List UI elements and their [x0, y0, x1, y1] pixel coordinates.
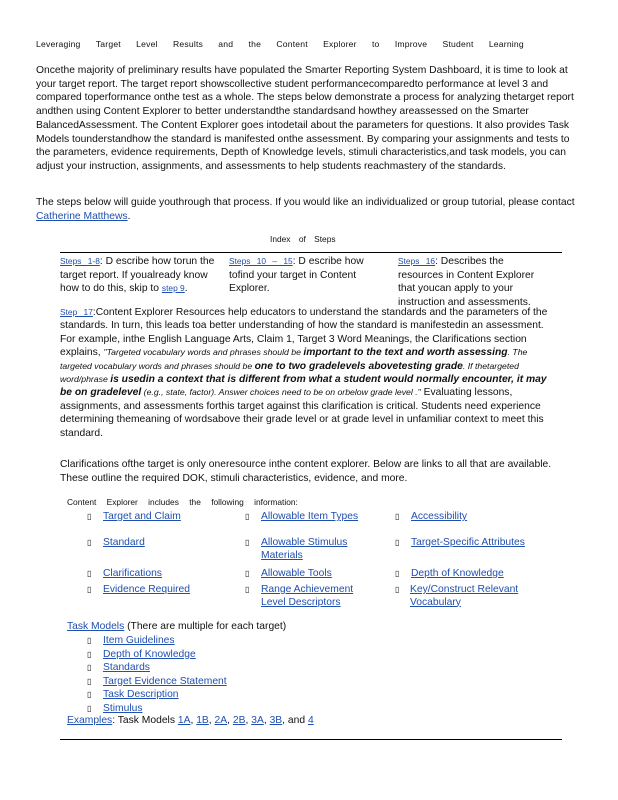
bullet-icon: ▯ — [245, 538, 250, 547]
title-word: Results — [172, 39, 204, 49]
task-model-3b-link[interactable]: 3B — [269, 715, 283, 726]
bullet-icon: ▯ — [395, 569, 400, 578]
guide-text: The steps below will guide youthrough that process. If you would like an individualized or group tutorial, please contact — [36, 197, 575, 208]
steps-16-block — [398, 255, 548, 309]
task-model-4-link[interactable]: 4 — [307, 715, 314, 726]
info-link-range-achievement-level-descriptors[interactable]: Range Achievement Level Descriptors — [261, 584, 354, 608]
info-link-allowable-stimulus-materials[interactable]: Allowable Stimulus Materials — [261, 537, 348, 561]
step-17-quote-a: "Targeted vocabulary words and phrases should be — [103, 347, 304, 358]
bullet-icon: ▯ — [87, 585, 92, 594]
step-17-bold-c: is usedin a context that is different from what a student would normally encounter, it may be on gradelevel — [60, 374, 547, 399]
task-models-note: (There are multiple for each target) — [124, 621, 287, 632]
info-link-row — [245, 584, 385, 609]
steps-10-15-block — [229, 255, 389, 296]
step-17-text-b: Evaluating lessons, assignments, and assessments forthis target against this clarification is critical. Students need experience determining themeaning of wordsabove their grade level or at grade level in unfamiliar context to meet this standard. — [60, 387, 544, 439]
index-heading: Index of Steps — [270, 234, 336, 244]
step-17-link[interactable]: Step 17 — [60, 307, 93, 317]
task-model-3a-link[interactable]: 3A — [251, 715, 264, 726]
task-model-link-depth-of-knowledge[interactable]: Depth of Knowledge — [103, 648, 196, 660]
task-model-item — [87, 675, 307, 689]
task-models-list — [87, 634, 307, 716]
info-link-accessibility[interactable]: Accessibility — [411, 511, 468, 522]
document-title — [36, 39, 524, 49]
bullet-icon: ▯ — [87, 636, 92, 645]
steps-1-8-text: : D escribe how torun the target report. If youalready know how to do this, skip to — [60, 256, 215, 295]
info-link-row — [245, 568, 385, 581]
info-link-row — [87, 511, 227, 524]
bullet-icon: ▯ — [87, 512, 92, 521]
divider-bottom — [60, 739, 562, 740]
info-link-row — [395, 537, 545, 550]
task-model-item — [87, 688, 307, 702]
info-link-row — [245, 511, 385, 524]
info-link-clarifications[interactable]: Clarifications — [103, 568, 162, 579]
title-word: Leveraging — [36, 39, 81, 49]
info-link-row — [395, 511, 545, 524]
info-link-row — [87, 568, 227, 581]
bullet-icon: ▯ — [87, 703, 92, 713]
task-model-item — [87, 634, 307, 648]
title-word: Level — [136, 39, 158, 49]
info-link-target-and-claim[interactable]: Target and Claim — [103, 511, 181, 522]
examples-link[interactable]: Examples — [67, 715, 113, 726]
intro-paragraph: Oncethe majority of preliminary results have populated the Smarter Reporting System Dashboard, it is time to look at your target report. The target report showscollective student performancecomparedto performance at level 3 and compared toperformance onthe test as a whole. The steps below demonstrate a process for analyzing thetarget report andthen using Content Explorer to better understandthe standardsand howthey areassessed on the Smarter BalancedAssessment. The Content Explorer goes intodetail about the parameters for questions. It also provides Task Models tounderstandhow the standard is manifested onthe assessment. By comparing your assignments and tests to the parameters, evidence requirements, Depth of Knowledge levels, stimuli characteristics,and task models, you can adjust your instruction, assignments, and assessments to help students reachmastery of the standards. — [36, 65, 574, 172]
separator: , — [263, 715, 270, 726]
guide-end: . — [127, 210, 131, 222]
examples-text: : Task Models — [112, 715, 178, 726]
steps-1-8-end: . — [184, 283, 188, 295]
task-model-2b-link[interactable]: 2B — [232, 715, 246, 726]
info-link-allowable-tools[interactable]: Allowable Tools — [261, 568, 332, 579]
info-link-key-construct-relevant-vocabulary[interactable]: Key/Construct Relevant Vocabulary — [410, 584, 519, 608]
task-model-item — [87, 661, 307, 675]
task-model-link-target-evidence-statement[interactable]: Target Evidence Statement — [103, 675, 227, 687]
title-word: Target — [95, 39, 121, 49]
task-model-1b-link[interactable]: 1B — [196, 715, 209, 726]
title-word: to — [371, 39, 380, 49]
separator: , — [190, 715, 197, 726]
title-word: Learning — [488, 39, 524, 49]
info-link-depth-of-knowledge[interactable]: Depth of Knowledge — [411, 568, 504, 579]
step-17-text-a: :Content Explorer Resources help educators to understand the standards and the parameters of the standards. In turn, this leads toa better understanding of how the standard is manifestedin an assessment. For example, inthe English Language Arts, Claim 1, Target 3 Word Meanings, the Clarifications section explains, — [60, 307, 548, 359]
guide-paragraph — [36, 196, 580, 223]
task-model-link-task-description[interactable]: Task Description — [103, 689, 179, 701]
task-model-2a-link[interactable]: 2A — [214, 715, 228, 726]
bullet-icon: ▯ — [87, 663, 92, 673]
divider-top — [60, 252, 562, 253]
info-link-target-specific-attributes[interactable]: Target-Specific Attributes — [411, 537, 525, 548]
bullet-icon: ▯ — [395, 585, 400, 594]
steps-10-15-link[interactable]: Steps 10 – 15 — [229, 256, 293, 266]
bullet-icon: ▯ — [245, 585, 250, 594]
info-link-row — [395, 568, 545, 581]
title-word: and — [218, 39, 234, 49]
task-model-link-item-guidelines[interactable]: Item Guidelines — [103, 635, 175, 646]
title-word: Student — [442, 39, 474, 49]
bullet-icon: ▯ — [87, 649, 92, 659]
info-link-row — [87, 584, 227, 597]
info-link-standard[interactable]: Standard — [103, 537, 145, 548]
task-model-link-stimulus[interactable]: Stimulus — [103, 702, 143, 714]
step-17-block — [60, 306, 553, 440]
info-link-row — [245, 537, 385, 562]
bullet-icon: ▯ — [87, 569, 92, 578]
title-word: Improve — [394, 39, 428, 49]
steps-1-8-link[interactable]: Steps 1-8 — [60, 256, 100, 266]
title-word: the — [248, 39, 262, 49]
bullet-icon: ▯ — [245, 512, 250, 521]
info-link-allowable-item-types[interactable]: Allowable Item Types — [261, 511, 359, 522]
bullet-icon: ▯ — [245, 569, 250, 578]
bullet-icon: ▯ — [395, 512, 400, 521]
bullet-icon: ▯ — [87, 538, 92, 547]
title-word: Content — [276, 39, 308, 49]
task-model-item — [87, 648, 307, 662]
step-9-link[interactable]: step 9 — [161, 283, 185, 294]
bullet-icon: ▯ — [395, 538, 400, 547]
separator: , — [245, 715, 252, 726]
steps-16-link[interactable]: Steps 16 — [398, 256, 436, 266]
steps-16-text: : Describes the resources in Content Explorer that youcan apply to your instruction and assessments. — [398, 256, 535, 308]
steps-10-15-text: : D escribe how tofind your target in Content Explorer. — [229, 256, 364, 295]
task-model-1a-link[interactable]: 1A — [177, 715, 191, 726]
title-word: Explorer — [323, 39, 357, 49]
step-17-quote-b: . The targeted vocabulary words and phrases should be — [60, 347, 528, 371]
separator: , — [227, 715, 233, 726]
contact-link[interactable]: Catherine Matthews — [36, 210, 128, 222]
content-explorer-heading: Content Explorer includes the following information: — [67, 497, 298, 507]
task-models-link[interactable]: Task Models — [67, 621, 125, 632]
info-link-evidence-required[interactable]: Evidence Required — [103, 584, 191, 595]
separator: , — [208, 715, 215, 726]
clarifications-paragraph: Clarifications ofthe target is only oneresource inthe content explorer. Below are links to all that are available. These outline the required DOK, stimuli characteristics, evidence, and more. — [60, 459, 552, 484]
info-link-row — [395, 584, 545, 609]
examples-line — [67, 714, 314, 728]
step-17-bold-a: important to the text and worth assessing — [303, 347, 508, 359]
task-models-line — [67, 620, 286, 634]
step-17-bold-b: one to two gradelevels abovetesting grade — [254, 360, 463, 372]
step-17-quote-c: . If thetargeted word/phrase — [60, 360, 519, 385]
steps-1-8-block — [60, 255, 222, 296]
task-model-link-standards[interactable]: Standards — [103, 662, 150, 674]
info-link-row — [87, 537, 227, 550]
examples-and: , and — [282, 715, 308, 726]
step-17-quote-d: (e.g., state, factor). Answer choices need to be on orbelow grade level ." — [141, 387, 421, 398]
bullet-icon: ▯ — [87, 690, 92, 700]
bullet-icon: ▯ — [87, 676, 92, 686]
